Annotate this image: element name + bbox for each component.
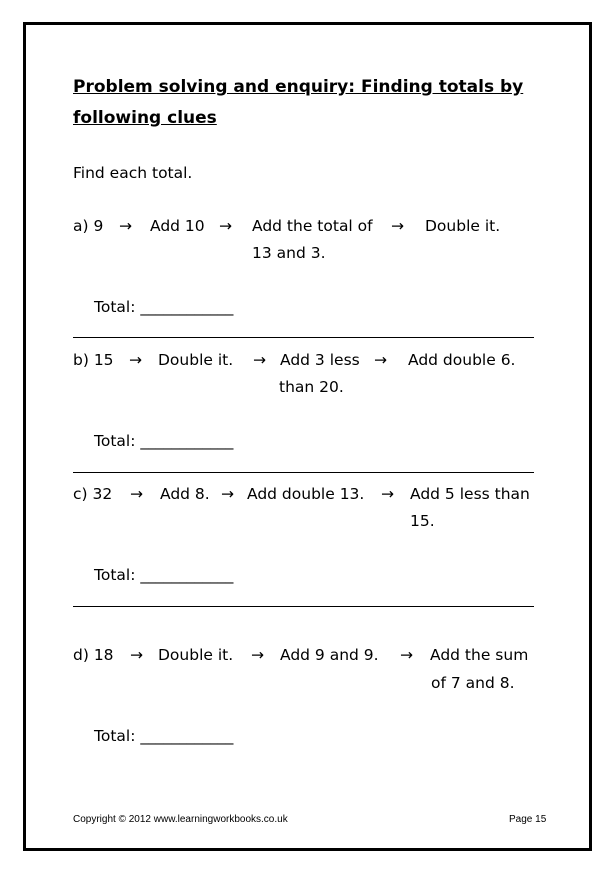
- arrow-icon: →: [130, 646, 143, 664]
- page-number: Page 15: [509, 814, 547, 825]
- problem-label: b) 15: [73, 351, 114, 369]
- step: Double it.: [158, 351, 234, 369]
- arrow-icon: →: [251, 646, 264, 664]
- arrow-icon: →: [400, 646, 413, 664]
- problem-label: d) 18: [73, 646, 114, 664]
- step: Add 8.: [160, 485, 210, 503]
- arrow-icon: →: [219, 217, 232, 235]
- step-continued: 15.: [410, 512, 435, 530]
- arrow-icon: →: [374, 351, 387, 369]
- problem-label: c) 32: [73, 485, 113, 503]
- instruction: Find each total.: [73, 164, 193, 182]
- step: Add 3 less: [280, 351, 360, 369]
- step: Add 10: [150, 217, 205, 235]
- step: Add the sum: [430, 646, 529, 664]
- arrow-icon: →: [119, 217, 132, 235]
- worksheet-title-line2: following clues: [73, 108, 217, 128]
- step: Double it.: [158, 646, 234, 664]
- arrow-icon: →: [381, 485, 394, 503]
- divider: [73, 472, 534, 473]
- step: Add double 13.: [247, 485, 365, 503]
- total-answer-line: Total: ____________: [94, 298, 234, 316]
- step-continued: than 20.: [279, 378, 344, 396]
- arrow-icon: →: [221, 485, 234, 503]
- worksheet-title: Problem solving and enquiry: Finding totals by: [73, 77, 524, 97]
- arrow-icon: →: [129, 351, 142, 369]
- arrow-icon: →: [130, 485, 143, 503]
- arrow-icon: →: [391, 217, 404, 235]
- step: Double it.: [425, 217, 501, 235]
- total-answer-line: Total: ____________: [94, 727, 234, 745]
- divider: [73, 337, 534, 338]
- step: Add double 6.: [408, 351, 516, 369]
- step: Add 5 less than: [410, 485, 530, 503]
- step-continued: 13 and 3.: [252, 244, 326, 262]
- problem-label: a) 9: [73, 217, 104, 235]
- copyright-footer: Copyright © 2012 www.learningworkbooks.co.uk: [73, 814, 288, 825]
- total-answer-line: Total: ____________: [94, 566, 234, 584]
- total-answer-line: Total: ____________: [94, 432, 234, 450]
- divider: [73, 606, 534, 607]
- step: Add 9 and 9.: [280, 646, 379, 664]
- step-continued: of 7 and 8.: [431, 674, 515, 692]
- arrow-icon: →: [253, 351, 266, 369]
- step: Add the total of: [252, 217, 373, 235]
